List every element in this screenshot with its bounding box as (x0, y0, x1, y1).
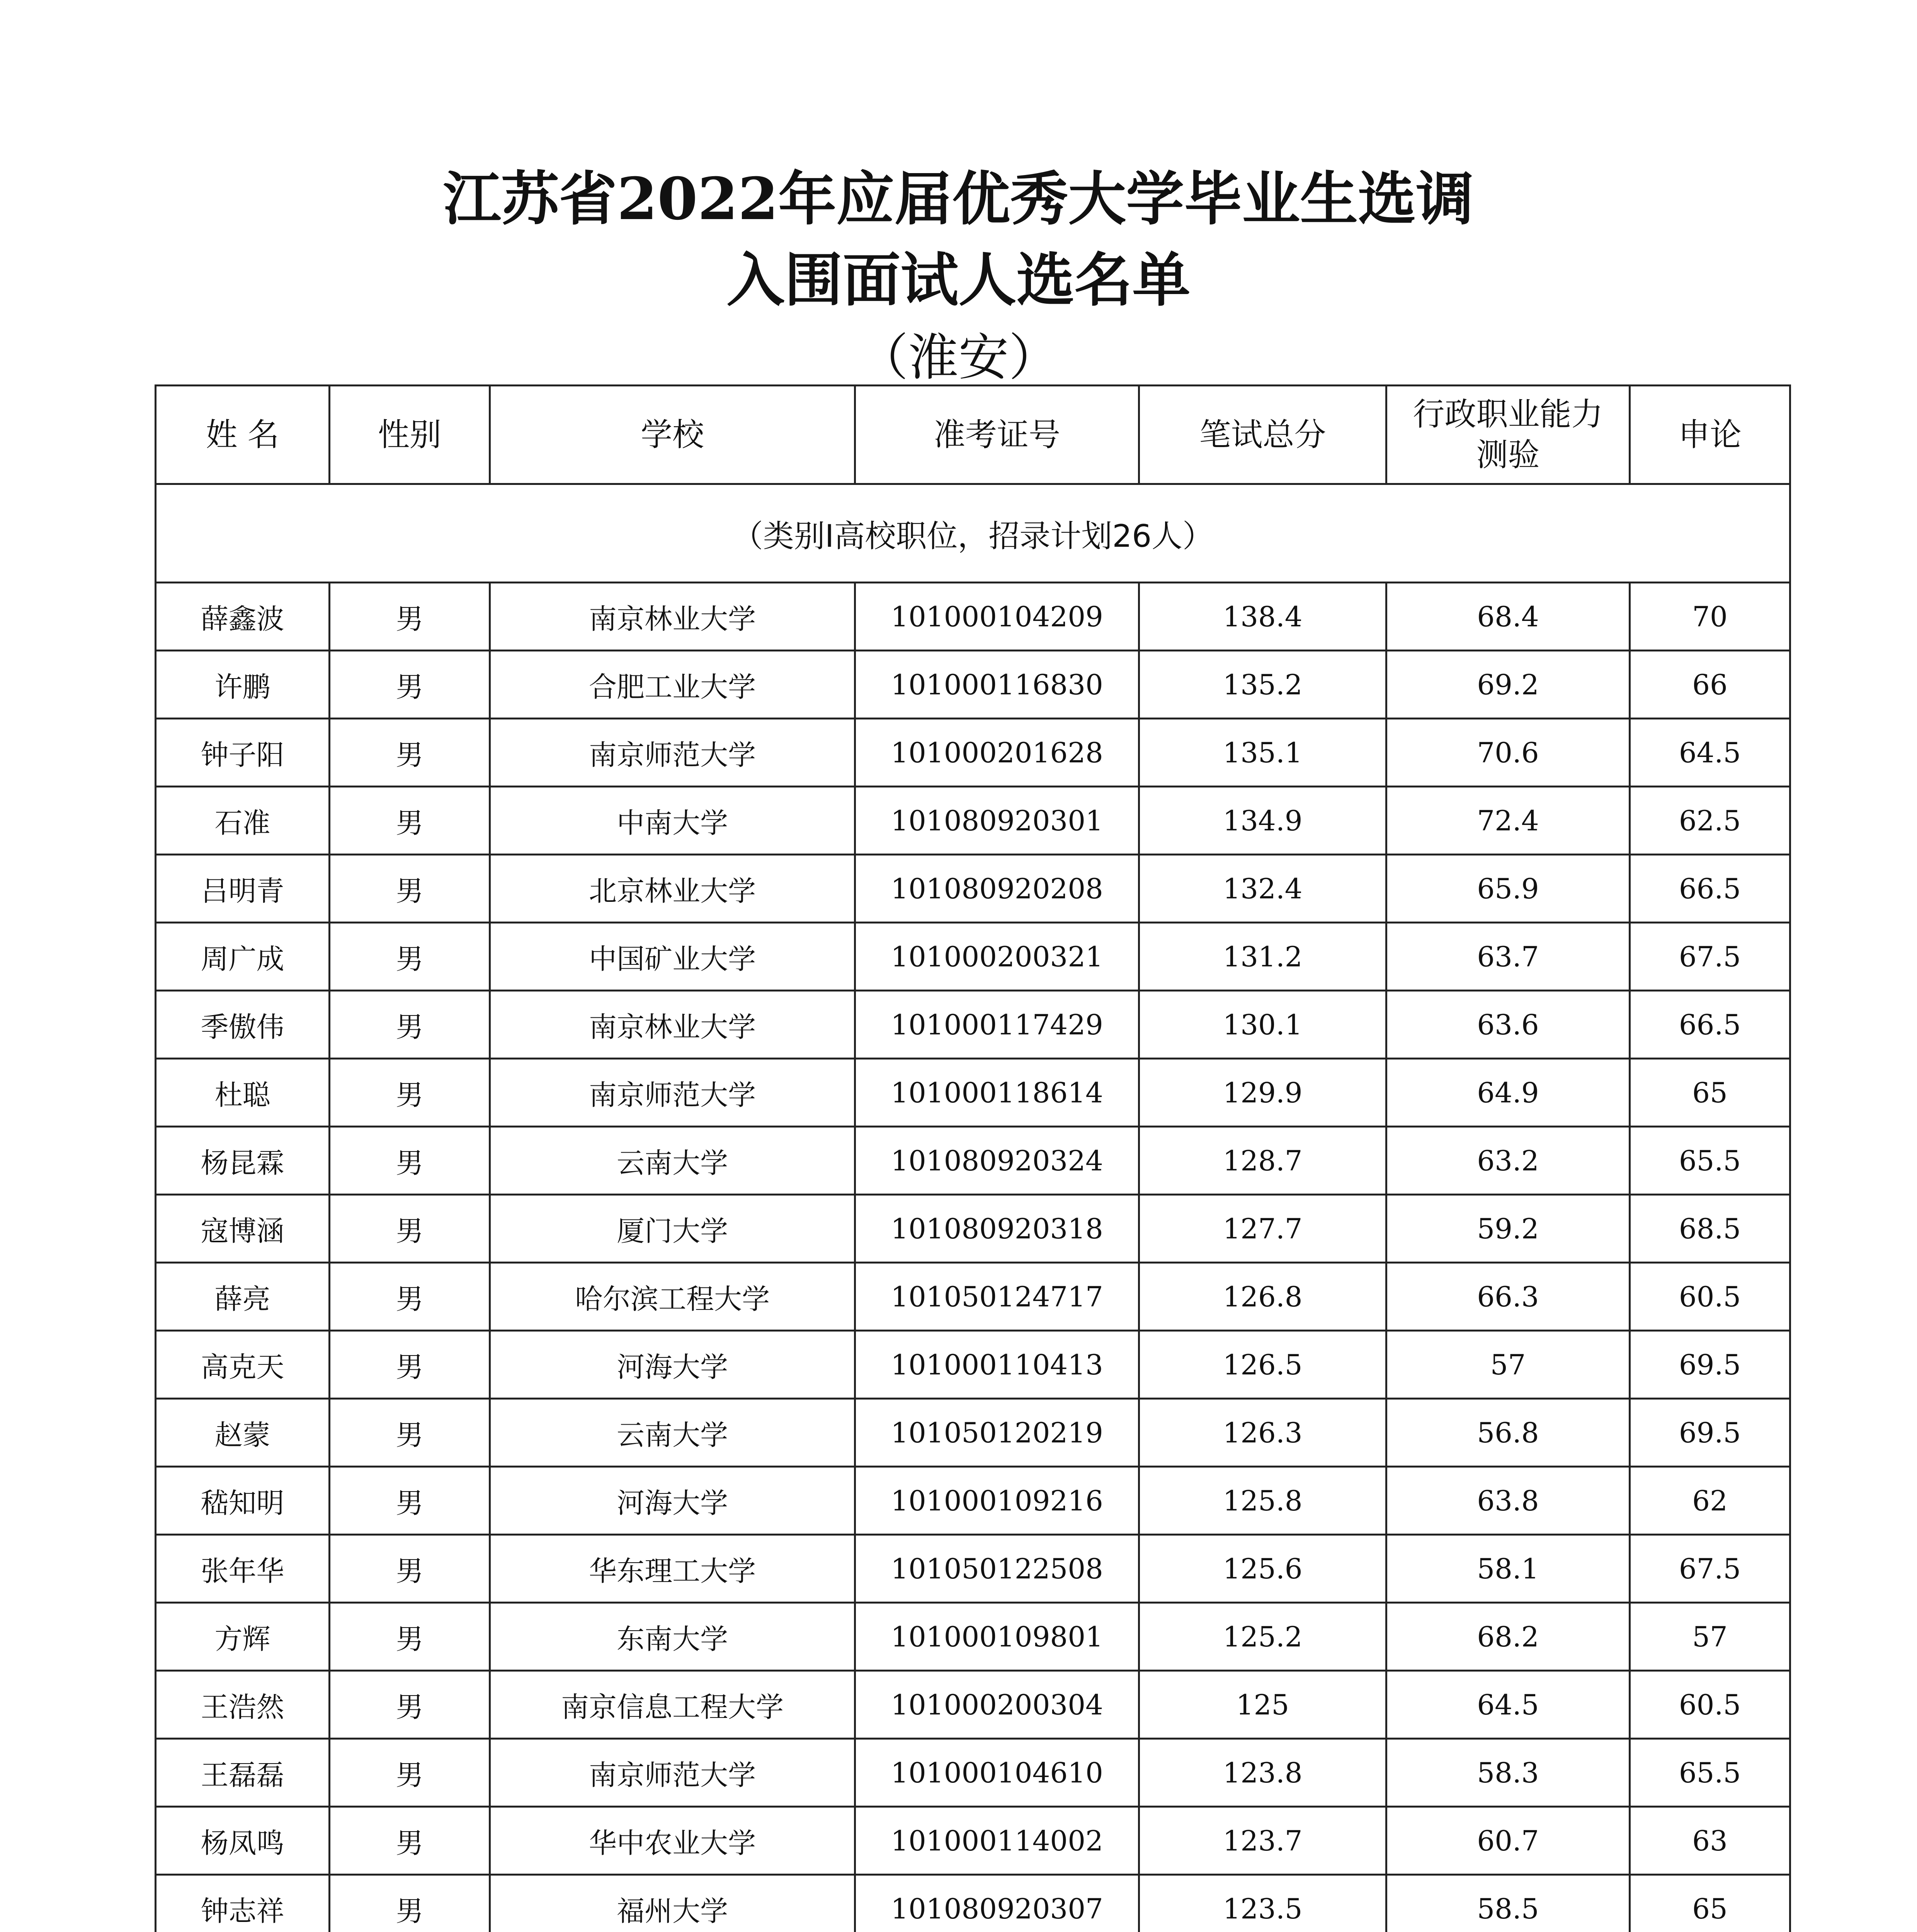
category-row (156, 484, 1790, 583)
cell-school: 华东理工大学 (490, 1535, 855, 1603)
table-row (156, 1875, 1790, 1932)
cell-total-score: 131.2 (1139, 923, 1386, 991)
cell-aptitude-score: 58.5 (1386, 1875, 1630, 1932)
cell-essay-score: 70 (1630, 583, 1790, 651)
cell-school: 中南大学 (490, 787, 855, 855)
cell-gender: 男 (330, 1535, 490, 1603)
cell-school: 南京林业大学 (490, 583, 855, 651)
cell-total-score: 123.5 (1139, 1875, 1386, 1932)
table-row (156, 1263, 1790, 1331)
cell-essay-score: 66 (1630, 651, 1790, 719)
cell-exam-id: 101000200304 (855, 1671, 1139, 1739)
table-row (156, 1739, 1790, 1807)
cell-total-score: 138.4 (1139, 583, 1386, 651)
cell-essay-score: 69.5 (1630, 1399, 1790, 1467)
cell-school: 南京师范大学 (490, 1059, 855, 1127)
table-header-row (156, 386, 1790, 484)
cell-exam-id: 101000116830 (855, 651, 1139, 719)
cell-aptitude-score: 72.4 (1386, 787, 1630, 855)
cell-school: 合肥工业大学 (490, 651, 855, 719)
cell-gender: 男 (330, 1127, 490, 1195)
cell-aptitude-score: 68.2 (1386, 1603, 1630, 1671)
cell-school: 东南大学 (490, 1603, 855, 1671)
cell-exam-id: 101000114002 (855, 1807, 1139, 1875)
cell-essay-score: 66.5 (1630, 991, 1790, 1059)
cell-total-score: 125.6 (1139, 1535, 1386, 1603)
cell-school: 南京师范大学 (490, 1739, 855, 1807)
cell-name: 许鹏 (156, 651, 330, 719)
cell-name: 王磊磊 (156, 1739, 330, 1807)
column-header-aptitude-test: 行政职业能力测验 (1386, 386, 1630, 484)
cell-name: 薛亮 (156, 1263, 330, 1331)
cell-essay-score: 62.5 (1630, 787, 1790, 855)
cell-exam-id: 101050120219 (855, 1399, 1139, 1467)
cell-gender: 男 (330, 719, 490, 787)
cell-exam-id: 101050124717 (855, 1263, 1139, 1331)
cell-school: 云南大学 (490, 1399, 855, 1467)
cell-name: 周广成 (156, 923, 330, 991)
candidate-table (155, 384, 1791, 1932)
cell-gender: 男 (330, 583, 490, 651)
cell-aptitude-score: 64.9 (1386, 1059, 1630, 1127)
cell-total-score: 128.7 (1139, 1127, 1386, 1195)
cell-name: 杨凤鸣 (156, 1807, 330, 1875)
cell-name: 寇博涵 (156, 1195, 330, 1263)
cell-total-score: 126.5 (1139, 1331, 1386, 1399)
cell-essay-score: 67.5 (1630, 1535, 1790, 1603)
category-label: （类别I高校职位，招录计划26人） (156, 484, 1790, 583)
column-header-exam-id: 准考证号 (855, 386, 1139, 484)
cell-exam-id: 101080920301 (855, 787, 1139, 855)
table-row (156, 855, 1790, 923)
cell-gender: 男 (330, 1739, 490, 1807)
table-row (156, 787, 1790, 855)
document-title: 江苏省2022年应届优秀大学毕业生选调 (443, 165, 1474, 233)
cell-total-score: 126.8 (1139, 1263, 1386, 1331)
region-label: （淮安） (858, 328, 1059, 387)
table-row (156, 1127, 1790, 1195)
cell-essay-score: 60.5 (1630, 1263, 1790, 1331)
cell-essay-score: 67.5 (1630, 923, 1790, 991)
table-row (156, 1603, 1790, 1671)
cell-gender: 男 (330, 1059, 490, 1127)
cell-exam-id: 101000109216 (855, 1467, 1139, 1535)
cell-aptitude-score: 65.9 (1386, 855, 1630, 923)
cell-total-score: 123.7 (1139, 1807, 1386, 1875)
cell-total-score: 129.9 (1139, 1059, 1386, 1127)
cell-essay-score: 63 (1630, 1807, 1790, 1875)
cell-school: 华中农业大学 (490, 1807, 855, 1875)
cell-name: 石准 (156, 787, 330, 855)
cell-essay-score: 68.5 (1630, 1195, 1790, 1263)
cell-school: 河海大学 (490, 1467, 855, 1535)
cell-name: 薛鑫波 (156, 583, 330, 651)
cell-school: 哈尔滨工程大学 (490, 1263, 855, 1331)
cell-exam-id: 101000104209 (855, 583, 1139, 651)
cell-essay-score: 65.5 (1630, 1127, 1790, 1195)
cell-school: 中国矿业大学 (490, 923, 855, 991)
cell-total-score: 127.7 (1139, 1195, 1386, 1263)
table-row (156, 991, 1790, 1059)
cell-total-score: 125 (1139, 1671, 1386, 1739)
cell-gender: 男 (330, 1807, 490, 1875)
cell-exam-id: 101000110413 (855, 1331, 1139, 1399)
cell-aptitude-score: 57 (1386, 1331, 1630, 1399)
column-header-gender: 性别 (330, 386, 490, 484)
table-row (156, 1331, 1790, 1399)
cell-aptitude-score: 56.8 (1386, 1399, 1630, 1467)
cell-gender: 男 (330, 991, 490, 1059)
cell-aptitude-score: 69.2 (1386, 651, 1630, 719)
cell-gender: 男 (330, 787, 490, 855)
cell-exam-id: 101080920318 (855, 1195, 1139, 1263)
cell-name: 王浩然 (156, 1671, 330, 1739)
cell-school: 厦门大学 (490, 1195, 855, 1263)
cell-essay-score: 57 (1630, 1603, 1790, 1671)
table-row (156, 1467, 1790, 1535)
cell-name: 嵇知明 (156, 1467, 330, 1535)
column-header-name: 姓 名 (156, 386, 330, 484)
cell-exam-id: 101000201628 (855, 719, 1139, 787)
cell-aptitude-score: 64.5 (1386, 1671, 1630, 1739)
cell-gender: 男 (330, 855, 490, 923)
table-row (156, 1535, 1790, 1603)
cell-exam-id: 101000118614 (855, 1059, 1139, 1127)
cell-exam-id: 101080920208 (855, 855, 1139, 923)
cell-aptitude-score: 59.2 (1386, 1195, 1630, 1263)
cell-aptitude-score: 63.7 (1386, 923, 1630, 991)
cell-exam-id: 101050122508 (855, 1535, 1139, 1603)
table-row (156, 1807, 1790, 1875)
cell-essay-score: 69.5 (1630, 1331, 1790, 1399)
cell-exam-id: 101000104610 (855, 1739, 1139, 1807)
cell-gender: 男 (330, 1671, 490, 1739)
cell-essay-score: 65 (1630, 1875, 1790, 1932)
cell-total-score: 123.8 (1139, 1739, 1386, 1807)
cell-aptitude-score: 60.7 (1386, 1807, 1630, 1875)
cell-name: 钟子阳 (156, 719, 330, 787)
table-row (156, 1399, 1790, 1467)
cell-aptitude-score: 58.1 (1386, 1535, 1630, 1603)
cell-name: 高克天 (156, 1331, 330, 1399)
cell-aptitude-score: 70.6 (1386, 719, 1630, 787)
cell-school: 云南大学 (490, 1127, 855, 1195)
cell-name: 杨昆霖 (156, 1127, 330, 1195)
cell-name: 吕明青 (156, 855, 330, 923)
cell-exam-id: 101000200321 (855, 923, 1139, 991)
cell-aptitude-score: 63.2 (1386, 1127, 1630, 1195)
cell-total-score: 132.4 (1139, 855, 1386, 923)
cell-school: 福州大学 (490, 1875, 855, 1932)
cell-exam-id: 101000109801 (855, 1603, 1139, 1671)
cell-aptitude-score: 63.6 (1386, 991, 1630, 1059)
cell-name: 赵蒙 (156, 1399, 330, 1467)
cell-school: 南京信息工程大学 (490, 1671, 855, 1739)
cell-exam-id: 101080920324 (855, 1127, 1139, 1195)
document-header (0, 162, 1917, 390)
cell-gender: 男 (330, 1399, 490, 1467)
table-row (156, 1195, 1790, 1263)
table-row (156, 583, 1790, 651)
cell-gender: 男 (330, 1875, 490, 1932)
column-header-school: 学校 (490, 386, 855, 484)
cell-essay-score: 62 (1630, 1467, 1790, 1535)
table-row (156, 651, 1790, 719)
cell-gender: 男 (330, 1331, 490, 1399)
table-row (156, 923, 1790, 991)
cell-exam-id: 101080920307 (855, 1875, 1139, 1932)
cell-essay-score: 65.5 (1630, 1739, 1790, 1807)
column-header-total-score: 笔试总分 (1139, 386, 1386, 484)
cell-name: 钟志祥 (156, 1875, 330, 1932)
cell-total-score: 134.9 (1139, 787, 1386, 855)
cell-name: 杜聪 (156, 1059, 330, 1127)
cell-essay-score: 60.5 (1630, 1671, 1790, 1739)
cell-school: 北京林业大学 (490, 855, 855, 923)
cell-aptitude-score: 63.8 (1386, 1467, 1630, 1535)
table-row (156, 719, 1790, 787)
cell-name: 季傲伟 (156, 991, 330, 1059)
cell-total-score: 125.8 (1139, 1467, 1386, 1535)
cell-aptitude-score: 66.3 (1386, 1263, 1630, 1331)
document-subtitle: 入围面试人选名单 (726, 246, 1191, 314)
cell-name: 张年华 (156, 1535, 330, 1603)
cell-total-score: 126.3 (1139, 1399, 1386, 1467)
cell-total-score: 135.2 (1139, 651, 1386, 719)
cell-aptitude-score: 58.3 (1386, 1739, 1630, 1807)
cell-total-score: 130.1 (1139, 991, 1386, 1059)
cell-gender: 男 (330, 651, 490, 719)
cell-gender: 男 (330, 1263, 490, 1331)
cell-school: 河海大学 (490, 1331, 855, 1399)
cell-aptitude-score: 68.4 (1386, 583, 1630, 651)
cell-essay-score: 66.5 (1630, 855, 1790, 923)
cell-school: 南京师范大学 (490, 719, 855, 787)
cell-exam-id: 101000117429 (855, 991, 1139, 1059)
cell-essay-score: 64.5 (1630, 719, 1790, 787)
cell-name: 方辉 (156, 1603, 330, 1671)
column-header-essay: 申论 (1630, 386, 1790, 484)
cell-gender: 男 (330, 1195, 490, 1263)
cell-total-score: 125.2 (1139, 1603, 1386, 1671)
cell-gender: 男 (330, 923, 490, 991)
cell-total-score: 135.1 (1139, 719, 1386, 787)
table-row (156, 1059, 1790, 1127)
cell-gender: 男 (330, 1603, 490, 1671)
cell-essay-score: 65 (1630, 1059, 1790, 1127)
table-row (156, 1671, 1790, 1739)
cell-school: 南京林业大学 (490, 991, 855, 1059)
cell-gender: 男 (330, 1467, 490, 1535)
